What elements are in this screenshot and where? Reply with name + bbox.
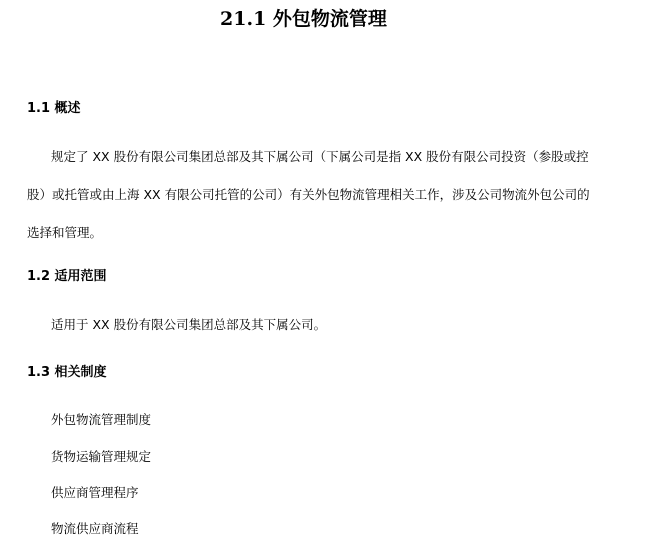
scope-paragraph: 适用于 XX 股份有限公司集团总部及其下属公司。 <box>51 317 327 332</box>
related-policy-item: 货物运输管理规定 <box>51 449 152 464</box>
section-heading-scope: 1.2 适用范围 <box>27 269 107 284</box>
section-heading-overview: 1.1 概述 <box>27 101 81 116</box>
overview-paragraph: 规定了 XX 股份有限公司集团总部及其下属公司（下属公司是指 XX 股份有限公司投资（参股或控股）或托管或由上海 XX 有限公司托管的公司）有关外包物流管理相关工作，涉及公司物流外包公司的选择和管理。 <box>27 149 590 240</box>
related-policy-item: 外包物流管理制度 <box>51 412 152 427</box>
related-policy-item: 物流供应商流程 <box>51 521 139 536</box>
section-heading-related-policies: 1.3 相关制度 <box>27 365 107 380</box>
document-title: 21.1 外包物流管理 <box>220 8 387 30</box>
related-policy-item: 供应商管理程序 <box>51 485 139 500</box>
